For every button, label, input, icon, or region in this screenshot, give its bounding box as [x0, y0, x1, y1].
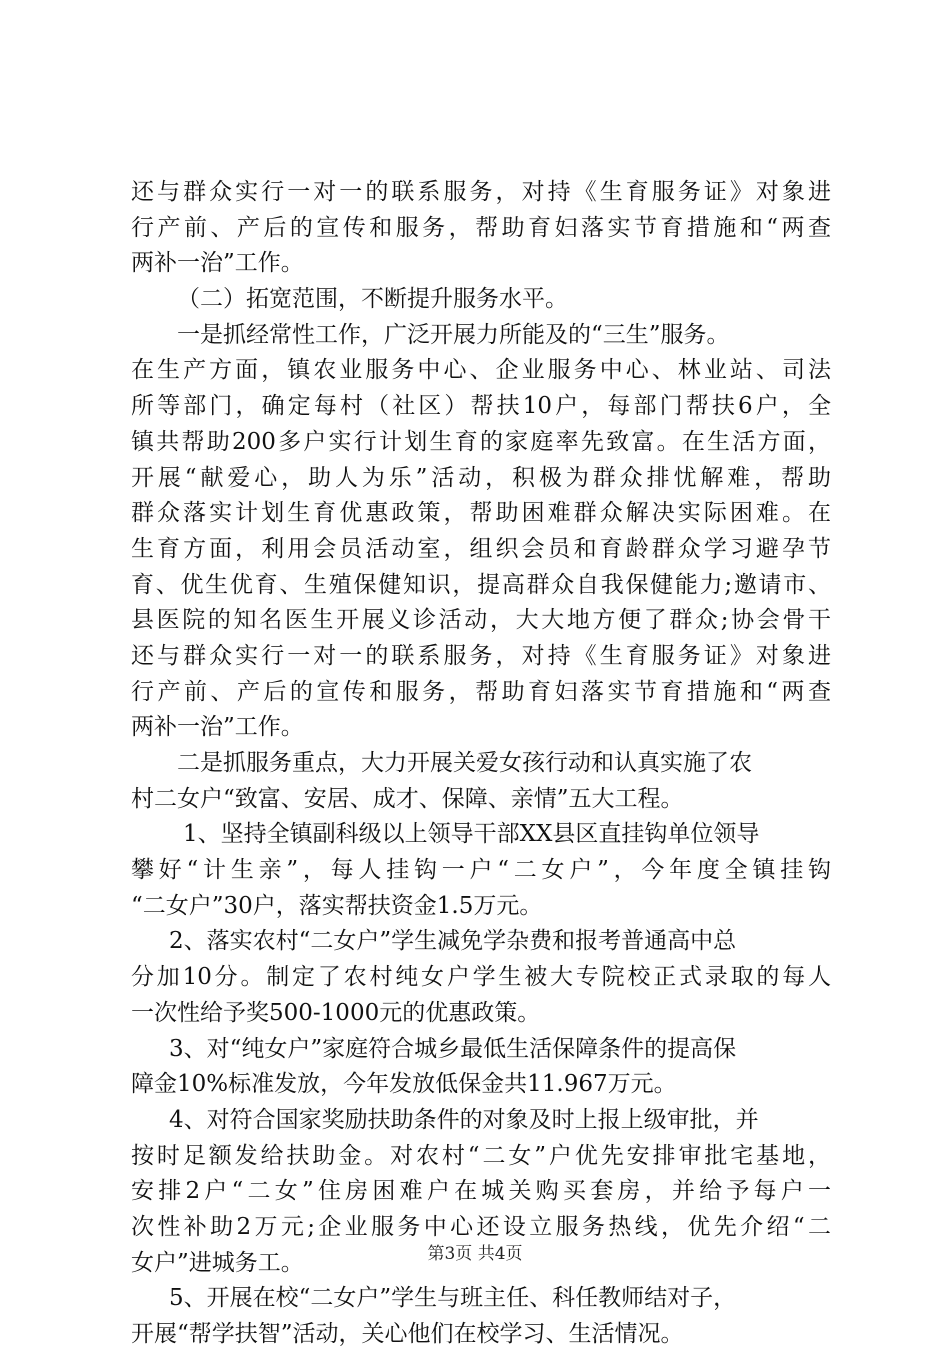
text-line: 行产前、产后的宣传和服务，帮助育妇落实节育措施和“两查 [131, 214, 831, 241]
text-line: 开展“献爱心，助人为乐”活动，积极为群众排忧解难，帮助 [131, 464, 831, 491]
text-line: 生育方面，利用会员活动室，组织会员和育龄群众学习避孕节 [131, 535, 831, 562]
list-item: 4、对符合国家奖励扶助条件的对象及时上报上级审批，并 [169, 1106, 759, 1133]
text-line: 一次性给予奖500-1000元的优惠政策。 [131, 999, 541, 1026]
text-line: 还与群众实行一对一的联系服务，对持《生育服务证》对象进 [131, 642, 831, 669]
list-item: 3、对“纯女户”家庭符合城乡最低生活保障条件的提高保 [169, 1035, 737, 1062]
list-item: 2、落实农村“二女户”学生减免学杂费和报考普通高中总 [169, 928, 737, 955]
text-line: “二女户”30户，落实帮扶资金1.5万元。 [131, 892, 543, 919]
text-line: 分加10分。制定了农村纯女户学生被大专院校正式录取的每人 [131, 964, 831, 991]
text-line: 两补一治”工作。 [131, 714, 304, 741]
text-line: 次性补助2万元;企业服务中心还设立服务热线，优先介绍“二 [131, 1213, 831, 1240]
text-line: 在生产方面，镇农业服务中心、企业服务中心、林业站、司法 [131, 357, 831, 384]
text-line: 女户”进城务工。 [131, 1249, 304, 1276]
page-number: 第3页 共4页 [427, 1244, 523, 1264]
text-line: 行产前、产后的宣传和服务，帮助育妇落实节育措施和“两查 [131, 678, 831, 705]
text-line: 所等部门，确定每村（社区）帮扶10户，每部门帮扶6户，全 [131, 393, 831, 420]
text-line: 攀好“计生亲”，每人挂钩一户“二女户”，今年度全镇挂钩 [131, 857, 831, 884]
text-line: 开展“帮学扶智”活动，关心他们在校学习、生活情况。 [131, 1321, 684, 1347]
text-line: 一是抓经常性工作，广泛开展力所能及的“三生”服务。 [177, 321, 730, 348]
page-footer [0, 1242, 950, 1266]
text-line: 还与群众实行一对一的联系服务，对持《生育服务证》对象进 [131, 179, 831, 205]
text-line: 群众落实计划生育优惠政策，帮助困难群众解决实际困难。在 [131, 500, 831, 527]
document-body [131, 175, 831, 1353]
text-line: 育、优生优育、生殖保健知识，提高群众自我保健能力;邀请市、 [131, 571, 831, 598]
text-line: 二是抓服务重点，大力开展关爱女孩行动和认真实施了农 [177, 750, 752, 776]
text-line: 县医院的知名医生开展义诊活动，大大地方便了群众;协会骨干 [131, 607, 831, 634]
text-line: 两补一治”工作。 [131, 250, 304, 277]
text-line: 安排2户“二女”住房困难户在城关购买套房，并给予每户一 [131, 1178, 831, 1205]
list-item: 1、坚持全镇副科级以上领导干部XX县区直挂钩单位领导 [183, 821, 760, 848]
section-heading: （二）拓宽范围，不断提升服务水平。 [177, 286, 568, 313]
text-line: 障金10%标准发放，今年发放低保金共11.967万元。 [131, 1071, 677, 1098]
text-line: 村二女户“致富、安居、成才、保障、亲情”五大工程。 [131, 785, 684, 812]
text-line: 镇共帮助200多户实行计划生育的家庭率先致富。在生活方面， [131, 428, 831, 455]
text-line: 按时足额发给扶助金。对农村“二女”户优先安排审批宅基地， [131, 1142, 831, 1169]
list-item: 5、开展在校“二女户”学生与班主任、科任教师结对子， [169, 1285, 737, 1312]
